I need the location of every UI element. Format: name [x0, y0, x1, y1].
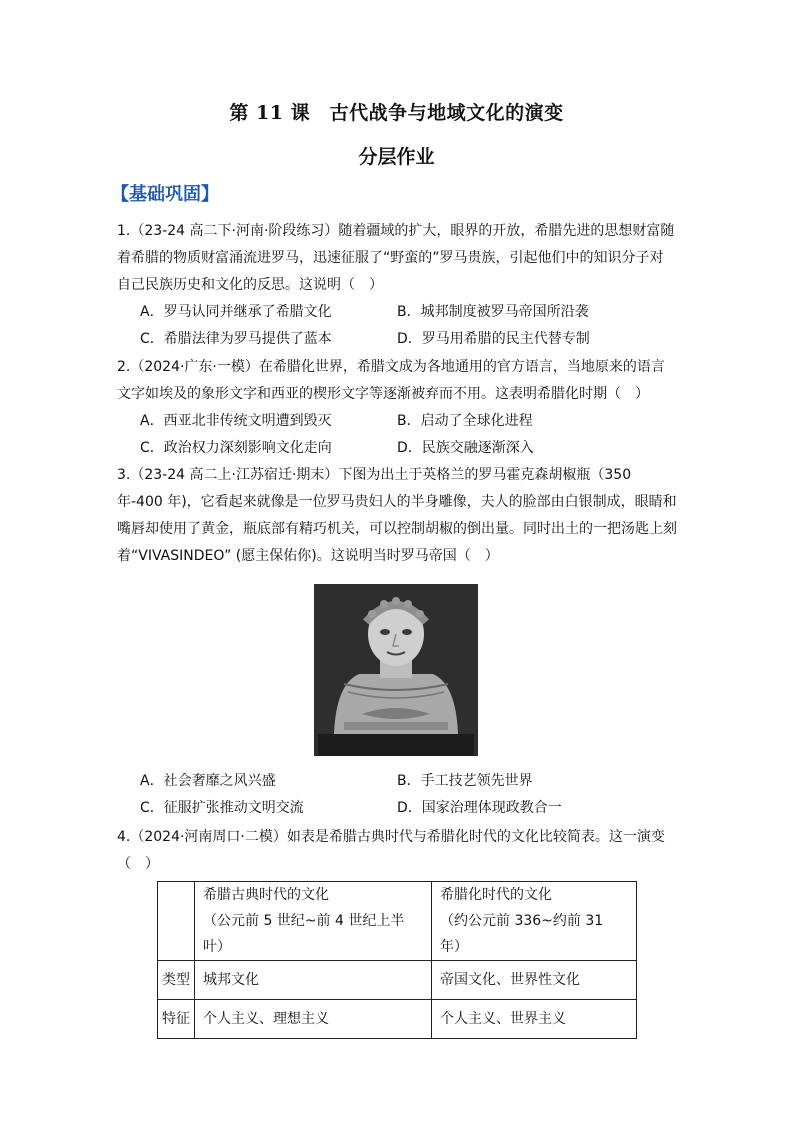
lesson-title: 第 11 课 古代战争与地域文化的演变: [229, 102, 564, 124]
hellenistic-culture-heading: 希腊化时代的文化: [440, 887, 552, 903]
section-heading: 【基础巩固】: [111, 184, 219, 205]
question-3-option-a: A．社会奢靡之风兴盛: [140, 773, 276, 789]
classical-period-range: （公元前 5 世纪~前 4 世纪上半叶）: [203, 913, 405, 955]
table-corner-cell: [158, 882, 195, 961]
row-label-feature: 特征: [158, 1000, 195, 1039]
hellenistic-period-range: （约公元前 336~约前 31 年）: [440, 913, 604, 955]
table-header-row: [158, 882, 637, 961]
question-3-option-d: D．国家治理体现政教合一: [397, 800, 562, 816]
cell-classical-type: 城邦文化: [195, 961, 432, 1000]
question-1-option-c: C．希腊法律为罗马提供了蓝本: [140, 331, 332, 347]
question-1-option-b: B．城邦制度被罗马帝国所沿袭: [397, 304, 589, 320]
silver-bust-illustration: [314, 584, 478, 756]
table-row: [158, 961, 637, 1000]
cell-hellenistic-feature: 个人主义、世界主义: [432, 1000, 637, 1039]
classical-culture-heading: 希腊古典时代的文化: [203, 887, 329, 903]
question-1-stem: 1.（23-24 高二下·河南·阶段练习）随着疆域的扩大，眼界的开放，希腊先进的思想财富随着希腊的物质财富涌流进罗马，迅速征服了“野蛮的”罗马贵族，引起他们中的知识分子对自己民族历史和文化的反思。这说明（ ）: [117, 223, 675, 293]
question-1-option-a: A．罗马认同并继承了希腊文化: [140, 304, 332, 320]
culture-comparison-table: [157, 881, 637, 1039]
table-row: [158, 1000, 637, 1039]
question-3-stem: 3.（23-24 高二上·江苏宿迁·期末）下图为出土于英格兰的罗马霍克森胡椒瓶（350 年-400 年)，它看起来就像是一位罗马贵妇人的半身雕像，夫人的脸部由白银制成，眼睛和嘴唇却使用了黄金，瓶底部有精巧机关，可以控制胡椒的倒出量。同时出土的一把汤匙上刻着“VIVASINDEO” (愿主保佑你)。这说明当时罗马帝国（ ）: [117, 467, 677, 564]
question-2-option-d: D．民族交融逐渐深入: [397, 440, 534, 456]
pepper-pot-photo: [314, 584, 478, 756]
question-3-option-c: C．征服扩张推动文明交流: [140, 800, 304, 816]
question-4-stem: 4.（2024·河南周口·二模）如表是希腊古典时代与希腊化时代的文化比较简表。这一演变（ ）: [117, 829, 665, 872]
question-3-option-b: B．手工技艺领先世界: [397, 773, 533, 789]
table-header-classical: [195, 882, 432, 961]
question-2-option-c: C．政治权力深刻影响文化走向: [140, 440, 332, 456]
question-2-option-b: B．启动了全球化进程: [397, 413, 533, 429]
lesson-subtitle: 分层作业: [358, 146, 435, 168]
row-label-type: 类型: [158, 961, 195, 1000]
question-1-option-d: D．罗马用希腊的民主代替专制: [397, 331, 590, 347]
cell-classical-feature: 个人主义、理想主义: [195, 1000, 432, 1039]
question-2-option-a: A．西亚北非传统文明遭到毁灭: [140, 413, 332, 429]
question-2-stem: 2.（2024·广东·一模）在希腊化世界，希腊文成为各地通用的官方语言，当地原来的语言文字如埃及的象形文字和西亚的楔形文字等逐渐被弃而不用。这表明希腊化时期（ ）: [117, 359, 665, 402]
table-header-hellenistic: [432, 882, 637, 961]
cell-hellenistic-type: 帝国文化、世界性文化: [432, 961, 637, 1000]
